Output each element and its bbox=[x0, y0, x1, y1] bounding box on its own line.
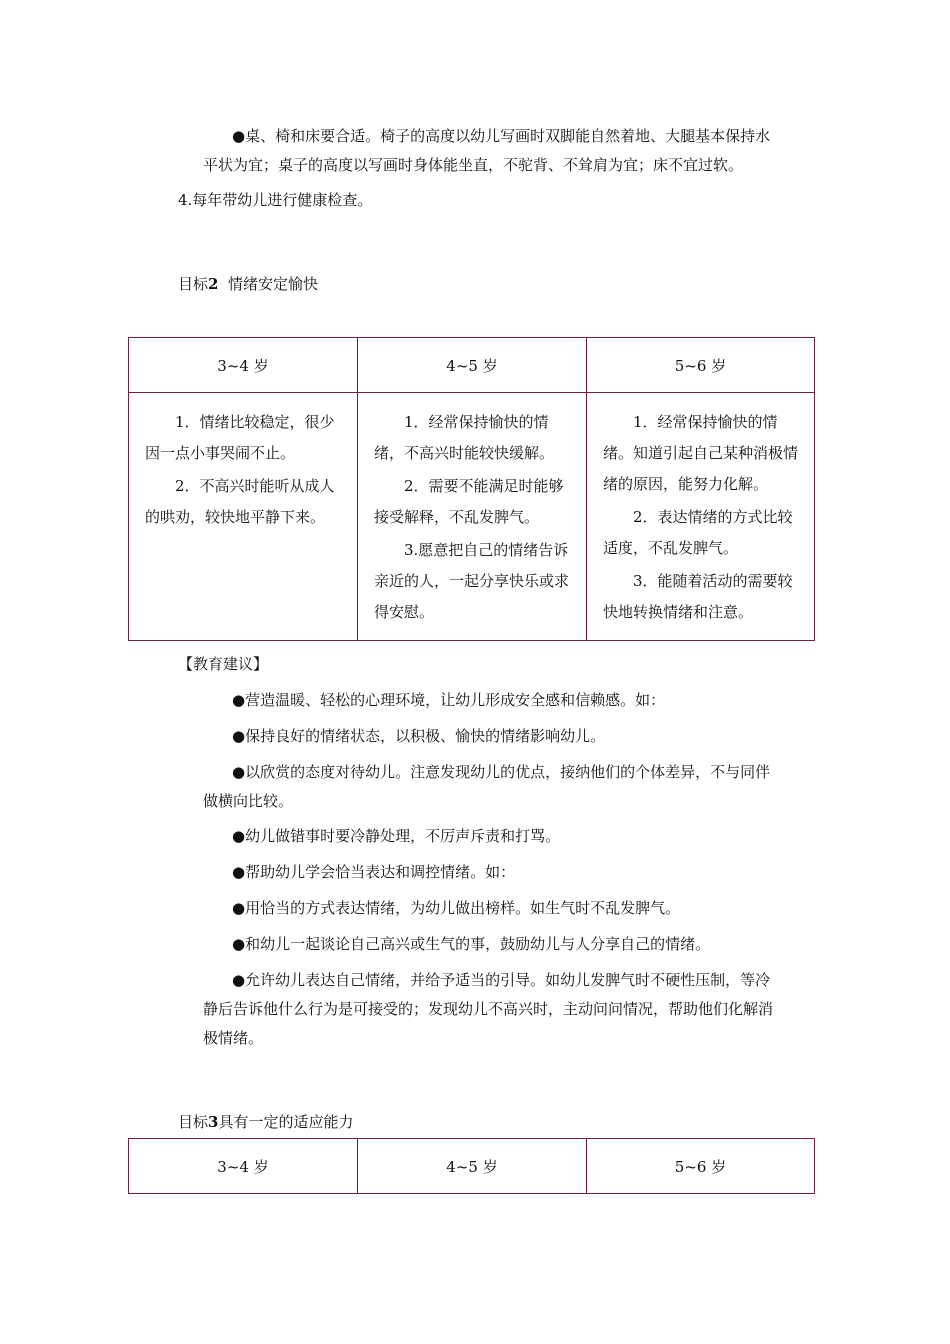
advice-bullet: ●帮助幼儿学会恰当表达和调控情绪。如： bbox=[232, 863, 516, 881]
advice-bullet: ●以欣赏的态度对待幼儿。注意发现幼儿的优点，接纳他们的个体差异，不与同伴 bbox=[232, 763, 771, 781]
goal2-prefix: 目标 bbox=[178, 275, 209, 293]
table-header-row bbox=[129, 1139, 815, 1194]
advice-bullet-cont: 极情绪。 bbox=[203, 1029, 264, 1047]
advice-bullet: ●和幼儿一起谈论自己高兴或生气的事，鼓励幼儿与人分享自己的情绪。 bbox=[232, 935, 711, 953]
advice-bullet: ●幼儿做错事时要冷静处理，不厉声斥责和打骂。 bbox=[232, 827, 561, 845]
cell-item: 3.愿意把自己的情绪告诉亲近的人，一起分享快乐或求得安慰。 bbox=[374, 541, 570, 621]
goal3-title: 具有一定的适应能力 bbox=[218, 1113, 354, 1131]
goal3-heading bbox=[178, 1107, 353, 1137]
bullet-furniture-cont: 平状为宜；桌子的高度以写画时身体能坐直，不驼背、不耸肩为宜；床不宜过软。 bbox=[203, 156, 744, 174]
header-4-5: 4~5 岁 bbox=[358, 338, 587, 393]
cell-item: 2．表达情绪的方式比较适度，不乱发脾气。 bbox=[603, 508, 793, 557]
header-5-6: 5~6 岁 bbox=[587, 338, 815, 393]
advice-bullet-cont: 静后告诉他什么行为是可接受的；发现幼儿不高兴时，主动问问情况，帮助他们化解消 bbox=[203, 1000, 774, 1018]
advice-bullet-cont: 做横向比较。 bbox=[203, 792, 294, 810]
advice-heading: 【教育建议】 bbox=[178, 655, 269, 673]
bullet-furniture: ●桌、椅和床要合适。椅子的高度以幼儿写画时双脚能自然着地、大腿基本保持水 bbox=[232, 127, 771, 145]
advice-bullet: ●营造温暖、轻松的心理环境，让幼儿形成安全感和信赖感。如： bbox=[232, 691, 666, 709]
cell-5-6 bbox=[587, 393, 815, 641]
goal2-heading bbox=[178, 269, 318, 299]
goal3-number: 3 bbox=[208, 1113, 219, 1131]
goal2-title: 情绪安定愉快 bbox=[228, 275, 319, 293]
goal3-prefix: 目标 bbox=[178, 1113, 209, 1131]
goal3-table bbox=[128, 1138, 815, 1194]
cell-3-4 bbox=[129, 393, 358, 641]
header-4-5: 4~5 岁 bbox=[358, 1139, 587, 1194]
goal2-number: 2 bbox=[208, 275, 219, 293]
advice-bullet: ●允许幼儿表达自己情绪，并给予适当的引导。如幼儿发脾气时不硬性压制，等冷 bbox=[232, 971, 771, 989]
advice-bullet: ●用恰当的方式表达情绪，为幼儿做出榜样。如生气时不乱发脾气。 bbox=[232, 899, 681, 917]
header-3-4: 3~4 岁 bbox=[129, 338, 358, 393]
cell-item: 3．能随着活动的需要较快地转换情绪和注意。 bbox=[603, 572, 793, 621]
header-5-6: 5~6 岁 bbox=[587, 1139, 815, 1194]
advice-bullet: ●保持良好的情绪状态，以积极、愉快的情绪影响幼儿。 bbox=[232, 727, 606, 745]
table-header-row bbox=[129, 338, 815, 393]
item-health-check: 4.每年带幼儿进行健康检查。 bbox=[178, 191, 373, 209]
table-row bbox=[129, 393, 815, 641]
cell-4-5 bbox=[358, 393, 587, 641]
header-3-4: 3~4 岁 bbox=[129, 1139, 358, 1194]
cell-item: 1．情绪比较稳定，很少因一点小事哭闹不止。 bbox=[145, 413, 335, 462]
cell-item: 1．经常保持愉快的情绪，不高兴时能较快缓解。 bbox=[374, 413, 555, 462]
goal2-table bbox=[128, 337, 815, 641]
cell-item: 2．需要不能满足时能够接受解释，不乱发脾气。 bbox=[374, 477, 564, 526]
cell-item: 1．经常保持愉快的情绪。知道引起自己某种消极情绪的原因，能努力化解。 bbox=[603, 413, 799, 493]
cell-item: 2．不高兴时能听从成人的哄劝，较快地平静下来。 bbox=[145, 477, 335, 526]
